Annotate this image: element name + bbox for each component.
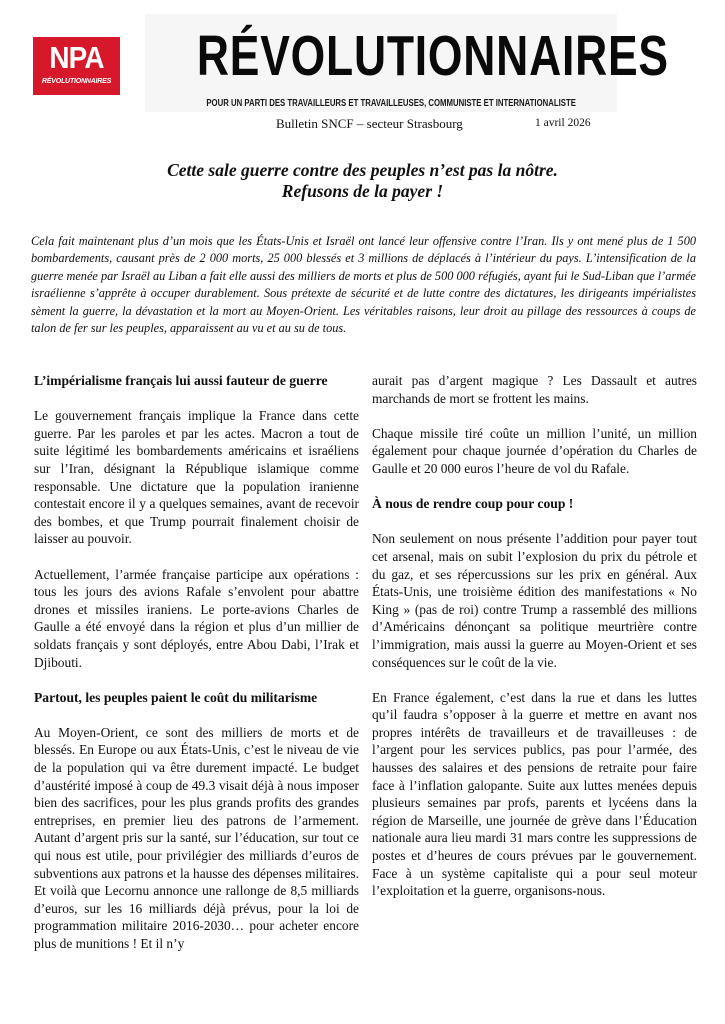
paragraph: Chaque missile tiré coûte un million l’unité, un million également pour chaque journée d’opération du Charles de Gaulle et 20 000 euros l’heure de vol du Rafale. <box>372 425 697 476</box>
section-heading: À nous de rendre coup pour coup ! <box>372 496 574 512</box>
logo-main-text: NPA <box>49 40 104 75</box>
masthead-title: RÉVOLUTIONNAIRES <box>196 24 669 88</box>
headline-line-1: Cette sale guerre contre des peuples n’est pas la nôtre. <box>167 160 558 180</box>
logo-sub-text: RÉVOLUTIONNAIRES <box>41 78 112 85</box>
masthead <box>145 14 669 112</box>
intro-paragraph: Cela fait maintenant plus d’un mois que les États-Unis et Israël ont lancé leur offensive contre l’Iran. Ils y ont mené plus de 1 500 bombardements, causant près de 2 000 morts, 25 000 blessés et 3 millions de déplacés à l’intérieur du pays. L’intensification de la guerre menée par Israël au Liban a fait elle aussi des milliers de morts et plus de 500 000 réfugiés, ayant fui le Sud-Liban que l’armée israélienne s’apprête à occuper durablement. Sous prétexte de sécurité et de lutte contre des dictatures, les dirigeants impérialistes sèment la guerre, la dévastation et la mort au Moyen-Orient. Les véritables raisons, leur droit au pillage des ressources à coups de talon de fer sur les peuples, apparaissent au vu et au su de tous. <box>31 234 696 336</box>
paragraph: Le gouvernement français implique la France dans cette guerre. Par les paroles et par les actes. Macron a tout de suite légitimé les bombardements américains et israéliens sur l’Iran, désignant la République islamique comme responsable. Une dictature que la population iranienne contestait encore il y a quelques semaines, avant de recevoir des bombes, et que Trump pourrait finalement choisir de laisser au pouvoir. <box>34 408 359 547</box>
right-column <box>372 372 697 917</box>
left-column <box>34 372 359 970</box>
paragraph: aurait pas d’argent magique ? Les Dassault et autres marchands de mort se frottent les mains. <box>372 373 697 406</box>
paragraph: Actuellement, l’armée française participe aux opérations : tous les jours des avions Rafale s’envolent pour abattre drones et missiles iraniens. Le porte-avions Charles de Gaulle a été envoyé dans la région et plus d’un millier de soldats français y sont déployés, entre Abou Dabi, l’Irak et Djibouti. <box>34 566 359 670</box>
headline <box>0 160 725 202</box>
bulletin-label: Bulletin SNCF – secteur Strasbourg <box>276 116 463 131</box>
headline-line-2: Refusons de la payer ! <box>281 181 444 201</box>
masthead-tagline: POUR UN PARTI DES TRAVAILLEURS ET TRAVAILLEUSES, COMMUNISTE ET INTERNATIONALISTE <box>206 97 576 109</box>
section-heading: Partout, les peuples paient le coût du militarisme <box>34 689 318 705</box>
npa-logo <box>33 37 120 95</box>
issue-date: 1 avril 2026 <box>535 117 591 129</box>
paragraph: Non seulement on nous présente l’addition pour payer tout cet arsenal, mais on subit l’explosion du prix du pétrole et du gaz, et ses répercussions sur les prix en général. Aux États-Unis, une troisième édition des manifestations « No King » (pas de roi) contre Trump a rassemblé des millions d’Américains dénonçant sa politique meurtrière contre l’immigration, mais aussi la guerre au Moyen-Orient et ses conséquences sur le coût de la vie. <box>372 531 697 670</box>
paragraph: Au Moyen-Orient, ce sont des milliers de morts et de blessés. En Europe ou aux États-Unis, c’est le niveau de vie de la population qui va être durement impacté. Le budget d’austérité imposé à coup de 49.3 visait déjà à nous imposer bien des sacrifices, pour les plus grands profits des grandes entreprises, en premier lieu des patrons de l’armement. Autant d’argent pris sur la santé, sur l’éducation, sur tout ce qui nous est utile, pour privilégier des milliards d’euros de subventions aux patrons et la hausse des dépenses militaires. Et voilà que Lecornu annonce une rallonge de 8,5 milliards d’euros, sur les 16 milliards déjà prévus, pour la loi de programmation militaire 2016-2030… pour acheter encore plus de munitions ! Et il n’y <box>34 724 359 951</box>
paragraph: En France également, c’est dans la rue et dans les luttes qu’il faudra s’opposer à la guerre et mettre en avant nos propres intérêts de travailleurs et de travailleuses : de l’argent pour les services publics, pas pour l’armée, des hausses des salaires et des pensions de retraite pour faire face à l’inflation galopante. Suite aux luttes menées depuis plusieurs semaines par profs, parents et lycéens dans la région de Marseille, une journée de grève dans l’Éducation nationale aura lieu mardi 31 mars contre les suppressions de postes et d’heures de cours prévues par le gouvernement. Face à un système capitaliste qui a pour seul moteur l’exploitation et la guerre, organisons-nous. <box>372 689 697 899</box>
section-heading: L’impérialisme français lui aussi fauteur de guerre <box>34 373 328 388</box>
